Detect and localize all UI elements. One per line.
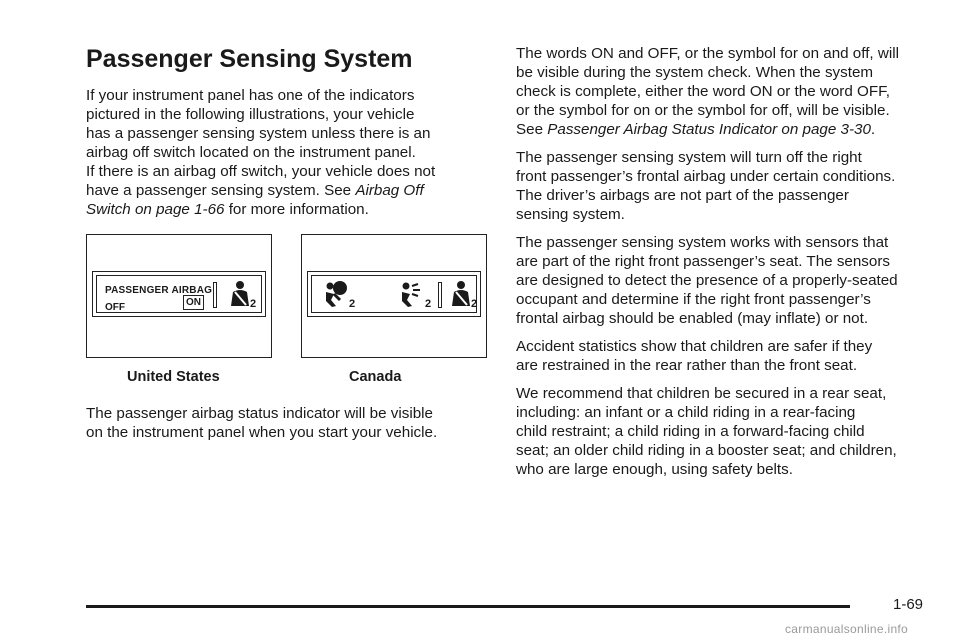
us-indicator-panel — [86, 234, 272, 358]
cross-reference-link[interactable]: Airbag Off — [355, 182, 424, 199]
passenger-airbag-label: PASSENGER AIRBAG — [105, 285, 213, 296]
system-check-paragraph — [516, 44, 936, 139]
us-caption: United States — [127, 369, 220, 385]
us-indicator — [92, 271, 266, 317]
text-line: pictured in the following illustrations, your vehicle — [86, 106, 415, 123]
statistics-paragraph — [516, 337, 936, 375]
cross-reference-link[interactable]: Passenger Airbag Status Indicator on page 3-30 — [547, 121, 871, 138]
text-line: check is complete, either the word ON or the word OFF, — [516, 83, 890, 100]
text-line: front passenger’s frontal airbag under certain conditions. — [516, 168, 896, 185]
text-fragment: See — [516, 121, 548, 138]
canada-indicator-inner — [311, 275, 477, 313]
text-line: Accident statistics show that children are safer if they — [516, 338, 873, 355]
text-line: are restrained in the rear rather than the front seat. — [516, 357, 858, 374]
text-fragment: . — [870, 121, 876, 138]
separator-bar — [213, 282, 217, 308]
canada-indicator-panel — [301, 234, 487, 358]
page-number: 1-69 — [893, 596, 924, 613]
separator-bar — [438, 282, 442, 308]
subscript-number: 2 — [349, 298, 356, 310]
text-line: has a passenger sensing system unless there is an — [86, 125, 431, 142]
text-line: are designed to detect the presence of a properly-seated — [516, 272, 898, 289]
airbag-occupant-on-icon — [398, 280, 428, 310]
subscript-number: 2 — [425, 298, 432, 310]
text-line: We recommend that children be secured in a rear seat, — [516, 385, 887, 402]
on-label: ON — [183, 295, 204, 310]
text-line: sensing system. — [516, 206, 625, 223]
text-line: The passenger sensing system will turn off the right — [516, 149, 862, 166]
text-line: who are large enough, using safety belts. — [516, 461, 793, 478]
text-line: The words ON and OFF, or the symbol for on and off, will — [516, 45, 899, 62]
off-label: OFF — [105, 302, 125, 313]
indicator-figure — [86, 234, 478, 392]
text-line — [86, 181, 478, 200]
text-line: occupant and determine if the right front passenger’s — [516, 291, 871, 308]
cross-reference-link[interactable]: Switch on page 1-66 — [86, 201, 225, 218]
text-line: The passenger airbag status indicator will be visible — [86, 405, 433, 422]
text-line: airbag off switch located on the instrument panel. — [86, 144, 416, 161]
text-line: child restraint; a child riding in a forward-facing child — [516, 423, 865, 440]
text-line: The driver’s airbags are not part of the passenger — [516, 187, 849, 204]
text-line: or the symbol for on or the symbol for off, will be visible. — [516, 102, 890, 119]
text-line — [516, 120, 936, 139]
subscript-number: 2 — [471, 298, 478, 310]
text-line: The passenger sensing system works with sensors that — [516, 234, 889, 251]
watermark: carmanualsonline.info — [785, 622, 909, 636]
status-indicator-paragraph — [86, 404, 478, 442]
text-line — [86, 200, 478, 219]
text-line: If there is an airbag off switch, your vehicle does not — [86, 163, 436, 180]
subscript-number: 2 — [250, 298, 257, 310]
recommendation-paragraph — [516, 384, 936, 479]
text-line: including: an infant or a child riding in a rear-facing — [516, 404, 856, 421]
text-line: on the instrument panel when you start your vehicle. — [86, 424, 438, 441]
text-line: If your instrument panel has one of the indicators — [86, 87, 415, 104]
canada-indicator — [307, 271, 481, 317]
right-column — [516, 44, 936, 488]
text-line: frontal airbag should be enabled (may inflate) or not. — [516, 310, 869, 327]
canada-caption: Canada — [349, 369, 402, 385]
airbag-off-paragraph — [516, 148, 936, 224]
text-fragment: have a passenger sensing system. See — [86, 182, 356, 199]
page-title: Passenger Sensing System — [86, 45, 413, 73]
left-column — [86, 86, 478, 451]
sensors-paragraph — [516, 233, 936, 328]
text-fragment: for more information. — [224, 201, 369, 218]
text-line: seat; an older child riding in a booster seat; and children, — [516, 442, 897, 459]
text-line: be visible during the system check. When the system — [516, 64, 874, 81]
us-indicator-inner — [96, 275, 262, 313]
intro-paragraph — [86, 86, 478, 219]
footer-rule — [86, 605, 850, 608]
airbag-occupant-off-icon — [322, 280, 352, 310]
text-line: are part of the right front passenger’s seat. The sensors — [516, 253, 890, 270]
